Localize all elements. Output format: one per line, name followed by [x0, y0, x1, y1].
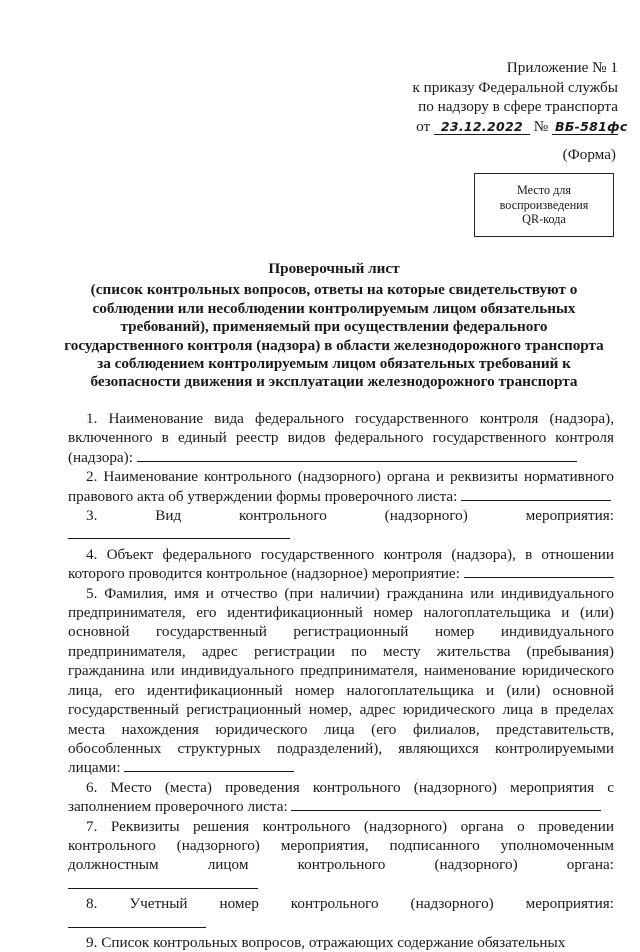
list-item	[68, 933, 614, 952]
item-text: Фамилия, имя и отчество (при наличии) гражданина или индивидуального предпринимателя, его идентификационный номер налогоплательщика и (или) основной государственный регистрационный номер индивидуального предпринимателя, адрес регистрации по месту жительства (пребывания) гражданина или индивидуального предпринимателя, наименование юридического лица, его идентификационный номер налогоплательщика и (или) основной государственный регистрационный номер, адрес юридического лица в пределах места нахождения юридического лица (его филиалов, представительств, обособленных структурных подразделений), являющихся контролируемыми лицами:	[68, 584, 614, 777]
annex-order-line	[412, 117, 628, 137]
item-number: 2.	[86, 468, 98, 486]
fill-line	[68, 915, 206, 928]
item-text: Место (места) проведения контрольного (надзорного) мероприятия с заполнением проверочного листа:	[68, 778, 615, 816]
fill-line	[68, 876, 258, 889]
list-item	[68, 778, 614, 817]
fill-line	[291, 798, 601, 811]
item-text: Наименование контрольного (надзорного) органа и реквизиты нормативного правового акта об утверждении формы проверочного листа:	[68, 468, 615, 505]
list-item	[68, 409, 614, 467]
title-heading: Проверочный лист	[268, 260, 400, 277]
item-number: 6.	[86, 778, 98, 796]
qr-code-placeholder	[474, 173, 614, 237]
item-number: 4.	[86, 545, 98, 563]
list-item	[68, 894, 614, 933]
annex-title: Приложение № 1	[506, 59, 618, 76]
fill-line	[124, 759, 294, 772]
document-title	[64, 260, 604, 392]
item-number: 1.	[86, 410, 98, 427]
list-item	[68, 545, 614, 584]
qr-box-line-3: QR-кода	[522, 212, 566, 227]
list-item	[68, 467, 614, 506]
item-number: 9.	[86, 933, 98, 951]
item-text: Реквизиты решения контрольного (надзорного) органа о проведении контрольного (надзорного) мероприятия, подписанного уполномоченным должностным лицом контрольного (надзорного) органа:	[68, 817, 614, 874]
fill-line	[464, 565, 614, 578]
qr-box-line-2: воспроизведения	[499, 197, 589, 212]
item-number: 8.	[86, 895, 98, 913]
handwritten-number: ВБ-581фс	[552, 119, 618, 135]
item-text: Объект федерального государственного контроля (надзора), в отношении которого проводится контрольное (надзорное) мероприятие:	[68, 545, 615, 583]
item-number: 5.	[86, 584, 98, 602]
handwritten-date: 23.12.2022	[434, 119, 530, 135]
fill-line	[461, 488, 611, 501]
list-item	[68, 506, 614, 545]
fill-line	[68, 526, 290, 539]
title-subtitle: (список контрольных вопросов, ответы на которые свидетельствуют о соблюдении или несоблюдении контролируемым лицом обязательных требований), применяемый при осуществлении федерального государственного контроля (надзора) в области железнодорожного транспорта за соблюдением контролируемым лицом обязательных требований к безопасности движения и эксплуатации железнодорожного транспорта	[64, 281, 604, 391]
checklist-items	[68, 409, 614, 952]
annex-agency: по надзору в сфере транспорта	[418, 98, 618, 115]
from-label: от	[416, 117, 431, 135]
item-text: Учетный номер контрольного (надзорного) мероприятия:	[129, 895, 614, 913]
annex-header	[412, 58, 628, 136]
number-label: №	[533, 117, 549, 135]
qr-box-line-1: Место для	[517, 183, 571, 198]
item-text: Список контрольных вопросов, отражающих содержание обязательных	[101, 933, 566, 951]
item-number: 7.	[86, 817, 98, 835]
item-text: Вид контрольного (надзорного) мероприятия:	[155, 507, 614, 525]
item-number: 3.	[86, 507, 98, 525]
list-item	[68, 817, 614, 895]
item-text: Наименование вида федерального государственного контроля (надзора), включенного в единый реестр видов федерального государственного контроля (надзора):	[68, 410, 614, 466]
list-item	[68, 584, 614, 778]
form-label: (Форма)	[562, 146, 616, 163]
annex-order-ref: к приказу Федеральной службы	[412, 78, 618, 96]
fill-line	[137, 449, 577, 462]
